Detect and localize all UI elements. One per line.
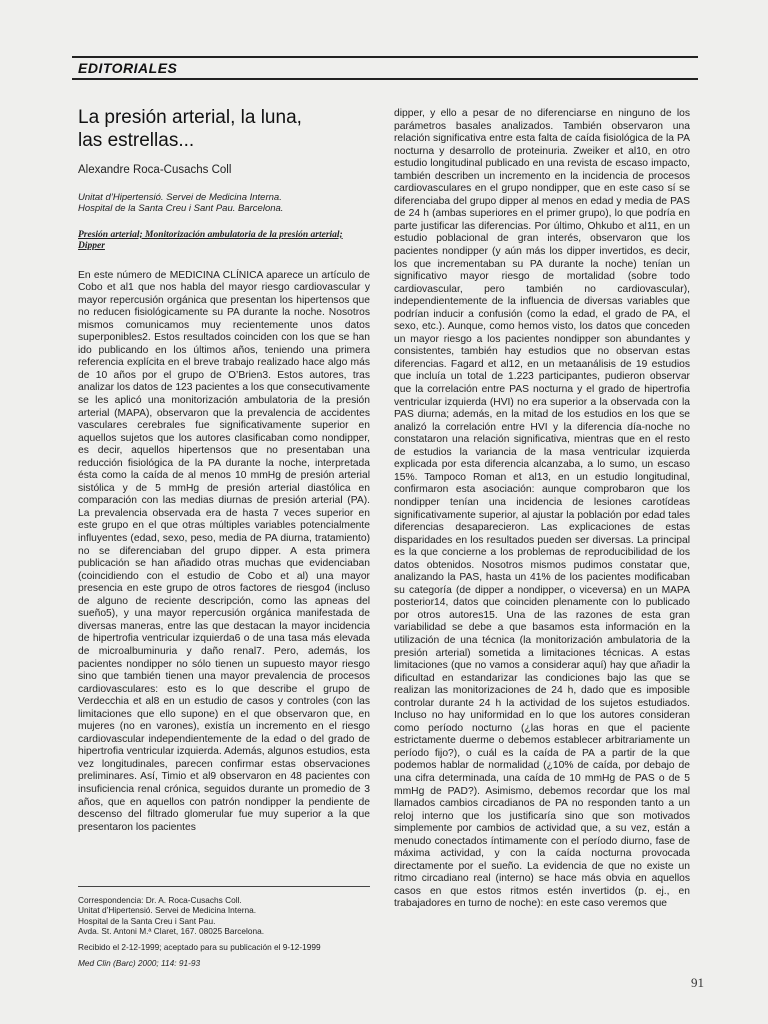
keywords: Presión arterial; Monitorización ambulatoria de la presión arterial; Dipper bbox=[78, 229, 343, 252]
journal-citation: Med Clin (Barc) 2000; 114: 91-93 bbox=[78, 958, 201, 969]
title-line-1: La presión arterial, la luna, bbox=[78, 107, 302, 128]
right-column bbox=[394, 108, 690, 911]
section-header-bar bbox=[72, 56, 698, 80]
affiliation bbox=[78, 192, 370, 215]
correspondence-footer bbox=[78, 886, 370, 969]
title-line-2: las estrellas... bbox=[78, 130, 195, 151]
correspondence-line: Correspondencia: Dr. A. Roca-Cusachs Coll. bbox=[78, 895, 242, 905]
affiliation-line-1: Unitat d’Hipertensió. Servei de Medicina Interna. bbox=[78, 191, 282, 203]
correspondence-hospital: Hospital de la Santa Creu i Sant Pau. bbox=[78, 915, 216, 926]
body-text-left: En este número de MEDICINA CLÍNICA aparece un artículo de Cobo et al1 que nos habla del mayor riesgo cardiovascular y mayor repercusión orgánica que presentan los hipertensos que no reducen fisiológicamente su PA durante la noche. Nosotros mismos comunicamos muy recientemente unos datos superponibles2. Estos resultados coinciden con los que se han ido publicando en los últimos años, teniendo una primera referencia explícita en el breve trabajo realizado hace algo más de 10 años por el grupo de O’Brien3. Estos autores, tras analizar los datos de 123 pacientes a los que consecutivamente se les aplicó una monitorización ambulatoria de la presión arterial (MAPA), observaron que la prevalencia de accidentes vasculares cerebrales fue significativamente superior en aquellos sujetos que los autores clasificaban como nondipper, es decir, aquellos hipertensos que no presentaban una reducción fisiológica de la PA durante la noche, interpretada ésta como la caída de al menos 10 mmHg de presión arterial sistólica y de 5 mmHg de presión arterial diastólica en comparación con las medias diurnas de presión arterial (PA). La prevalencia observada era de hasta 7 veces superior en este grupo en el que otras múltiples variables potencialmente influyentes (edad, sexo, peso, media de PA diurna, tratamiento) no se diferenciaban del grupo dipper. A esta primera publicación se han añadido otras muchas que evidenciaban (coincidiendo con el estudio de Cobo et al) una mayor presencia en este grupo de otros factores de riesgo4 (incluso de alguno de reciente descripción, como las apneas del sueño5), y una mayor repercusión orgánica manifestada de diversas maneras, entre las que destacan la mayor incidencia de hipertrofia ventricular izquierda6 o de una tasa más elevada de microalbuminuria y daño renal7. Pero, además, los pacientes nondipper no sólo tienen un supuesto mayor riesgo sino que también tienen una mayor prevalencia de procesos cardiovasculares: esto es lo que describe el grupo de Verdecchia et al8 en un estudio de casos y controles (con las limitaciones que ello supone) en el que observaron que, en mujeres (no en varones), existía un incremento en el riesgo cardiovascular independientemente de la edad o del grado de hipertrofia ventricular izquierda. Además, algunos estudios, esta vez longitudinales, parecen confirmar estas observaciones preliminares. Así, Timio et al9 observaron en 48 pacientes con insuficiencia renal crónica, seguidos durante un promedio de 3 años, que en aquellos con patrón nondipper la pendiente de descenso del filtrado glomerular fue muy superior a la que presentaron los pacientes bbox=[78, 269, 370, 833]
affiliation-line-2: Hospital de la Santa Creu i Sant Pau. Barcelona. bbox=[78, 203, 284, 215]
page-number: 91 bbox=[691, 975, 704, 990]
received-date: Recibido el 2-12-1999; aceptado para su publicación el 9-12-1999 bbox=[78, 942, 321, 953]
correspondence-address: Avda. St. Antoni M.ª Claret, 167. 08025 Barcelona. bbox=[78, 925, 265, 936]
left-column bbox=[78, 106, 370, 834]
body-text-right: dipper, y ello a pesar de no diferenciarse en ninguno de los parámetros basales analizados. También observaron una relación significativa entre esta falta de caída fisiológica de la PA nocturna y desarrollo de proteinuria. Zweiker et al10, en otro estudio longitudinal publicado en una revista de escaso impacto, también describen un incremento en la incidencia de procesos cardiovasculares en el grupo nondipper, que en este caso sí se diferenciaba del grupo dipper al menos en edad y media de PAS de 24 h (ambas superiores en el primer grupo), lo que podría en parte justificar las diferencias. Por último, Ohkubo et al11, en un estudio poblacional de gran interés, observaron que los pacientes nondipper (y aún más los dipper invertidos, es decir, los que incrementaban su PA durante la noche) tenían un significativo mayor riesgo de mortalidad (sobre todo cardiovascular, pero también no cardiovascular), independientemente de la influencia de diversas variables que podrían inducir a confusión (como la edad, el grado de PA, el sexo, etc.). Aunque, como hemos visto, los datos que conceden un mayor riesgo a los pacientes nondipper son abundantes y consistentes, también hay estudios que no observan estas diferencias. Fagard et al12, en un metaanálisis de 19 estudios que incluía un total de 1.223 participantes, pudieron observar que la correlación entre PAS nocturna y el grado de hipertrofia ventricular izquierda (HVI) no era superior a la observada con la PAS diurna; además, en la mitad de los estudios en los que se analizó la correlación entre HVI y la diferencia día-noche no constataron una relación significativa, mientras que en el resto de estudios la variancia de la masa ventricular izquierda explicada por esta diferencia alcanzaba, a lo sumo, un escaso 15%. Tampoco Roman et al13, en un estudio longitudinal, confirmaron esta asociación: aunque comprobaron que los nondipper tenían una incidencia de lesiones carotídeas significativamente superior, al ajustar la población por edad tales diferencias desaparecieron. Las explicaciones de estas disparidades en los resultados pueden ser diversas. La principal es la que concierne a los problemas de reproducibilidad de los datos obtenidos. Nosotros mismos pudimos constatar que, analizando la PAS, hasta un 41% de los pacientes modificaban su categoría (de dipper a nondipper, o viceversa) en un MAPA posterior14, datos que coinciden plenamente con lo publicado por otros autores15. Una de las razones de esta gran variabilidad se debe a que basamos esta información en la utilización de una técnica (la monitorización ambulatoria de la presión arterial) sometida a limitaciones técnicas. A estas limitaciones (que no vamos a considerar aquí) hay que añadir la dificultad en estandarizar las condiciones bajo las que se realizan las monitorizaciones de 24 h, dado que es imposible controlar durante 24 h la actividad de los sujetos estudiados. Incluso no hay uniformidad en lo que los autores consideran como período nocturno (¿las horas en que el paciente estrictamente duerme o debemos establecer arbitrariamente un período fijo?), o cuál es la caída de PA a partir de la que podemos hablar de normalidad (¿10% de caída, por debajo de una cifra determinada, una caída de 10 mmHg de PAS o de 5 mmHg de PAD?). Asimismo, debemos recordar que los mal llamados cambios circadianos de PA no responden tanto a un reloj interno que los justificaría sino que son motivados simplemente por cambios de actividad que, a su vez, están a menudo conectados íntimamente con el período diurno, fase de máxima actividad, y con la caída nocturna provocada directamente por el sueño. La evidencia de que no existe un ritmo circadiano real (interno) se hace más obvia en aquellos casos en que estos ritmos estén invertidos (p. ej., en trabajadores en turno de noche): en este caso veremos que bbox=[394, 108, 690, 910]
correspondence-unit: Unitat d’Hipertensió. Servei de Medicina Interna. bbox=[78, 905, 257, 916]
section-label: EDITORIALES bbox=[78, 60, 178, 76]
author: Alexandre Roca-Cusachs Coll bbox=[78, 164, 232, 176]
article-title bbox=[78, 106, 370, 152]
